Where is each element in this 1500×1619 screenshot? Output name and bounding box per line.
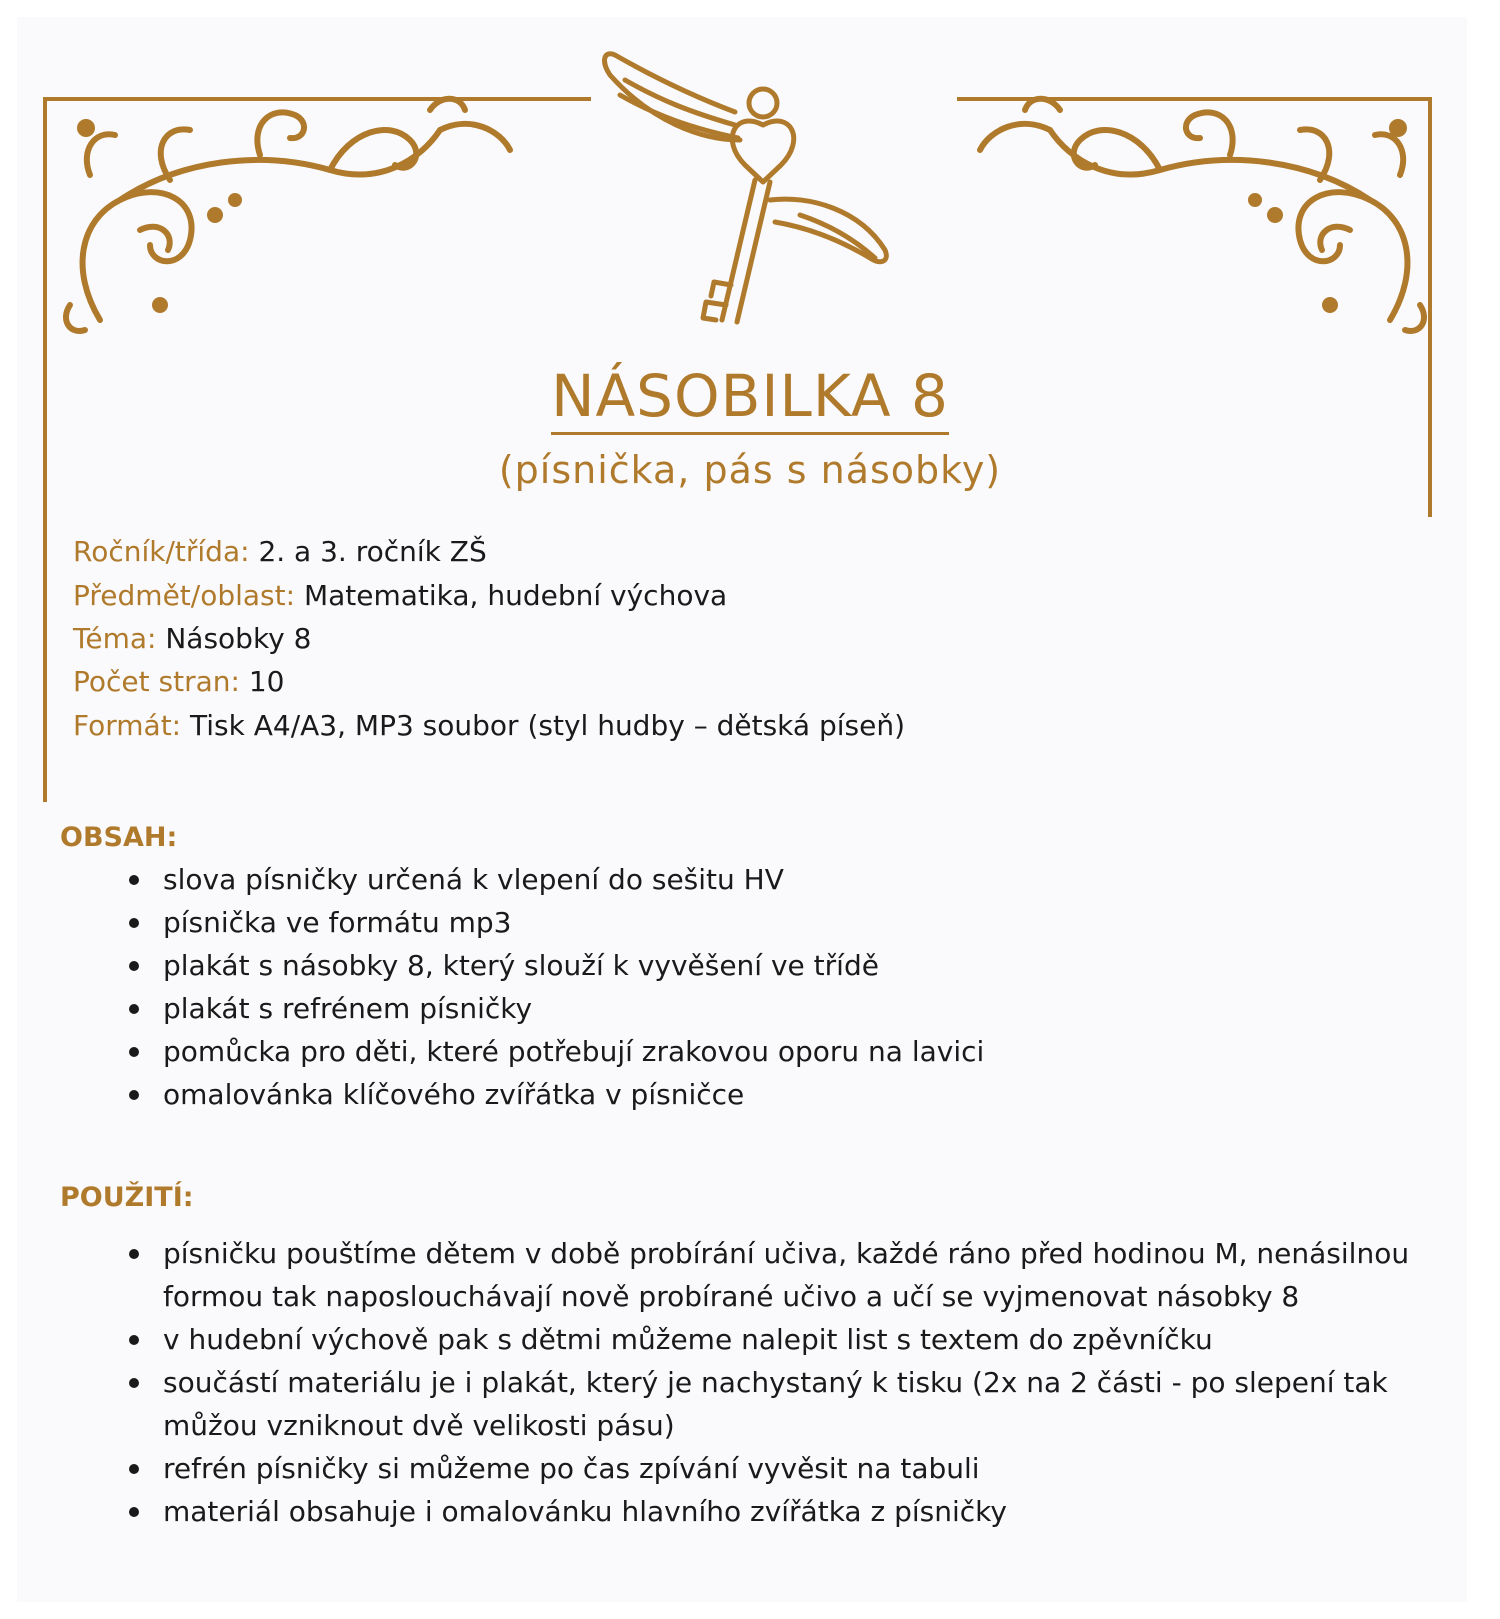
info-row-subject xyxy=(73,574,727,618)
info-key: Téma: xyxy=(73,622,157,655)
list-item: refrén písničky si můžeme po čas zpívání vyvěsit na tabuli xyxy=(163,1447,1433,1490)
list-item: plakát s násobky 8, který slouží k vyvěšení ve třídě xyxy=(163,944,1413,987)
flourish-right-icon xyxy=(980,99,1424,331)
info-key: Předmět/oblast: xyxy=(73,579,296,612)
info-key: Počet stran: xyxy=(73,665,240,698)
list-item: materiál obsahuje i omalovánku hlavního zvířátka z písničky xyxy=(163,1490,1433,1533)
info-row-topic xyxy=(73,617,311,661)
list-item: pomůcka pro děti, které potřebují zrakovou oporu na lavici xyxy=(163,1030,1413,1073)
page-title xyxy=(0,362,1500,430)
info-value: Násobky 8 xyxy=(165,622,312,655)
obsah-list xyxy=(163,858,1413,1116)
info-key: Formát: xyxy=(73,709,182,742)
obsah-heading: OBSAH: xyxy=(60,822,178,853)
info-row-grade xyxy=(73,530,487,574)
page-subtitle: (písnička, pás s násobky) xyxy=(498,448,1002,492)
list-item: slova písničky určená k vlepení do sešitu HV xyxy=(163,858,1413,901)
list-item: součástí materiálu je i plakát, který je nachystaný k tisku (2x na 2 části - po slepení tak můžou vzniknout dvě velikosti pásu) xyxy=(163,1361,1433,1447)
info-row-format xyxy=(73,704,905,748)
info-value: 10 xyxy=(248,665,285,698)
list-item: plakát s refrénem písničky xyxy=(163,987,1413,1030)
list-item: písničku pouštíme dětem v době probírání učiva, každé ráno před hodinou M, nenásilnou formou tak naposlouchávají nově probírané učivo a učí se vyjmenovat násobky 8 xyxy=(163,1232,1433,1318)
info-key: Ročník/třída: xyxy=(73,535,250,568)
page-title-text: NÁSOBILKA 8 xyxy=(551,362,949,435)
header-decoration xyxy=(0,0,1500,360)
winged-key-icon xyxy=(605,54,887,322)
pouziti-heading: POUŽITÍ: xyxy=(60,1182,194,1213)
info-value: 2. a 3. ročník ZŠ xyxy=(258,535,487,568)
list-item: v hudební výchově pak s dětmi můžeme nalepit list s textem do zpěvníčku xyxy=(163,1318,1433,1361)
info-row-pages xyxy=(73,660,284,704)
pouziti-list xyxy=(163,1232,1433,1533)
list-item: omalovánka klíčového zvířátka v písničce xyxy=(163,1073,1413,1116)
info-value: Matematika, hudební výchova xyxy=(303,579,728,612)
info-value: Tisk A4/A3, MP3 soubor (styl hudby – dětská píseň) xyxy=(190,709,905,742)
list-item: písnička ve formátu mp3 xyxy=(163,901,1413,944)
flourish-left-icon xyxy=(66,99,510,331)
